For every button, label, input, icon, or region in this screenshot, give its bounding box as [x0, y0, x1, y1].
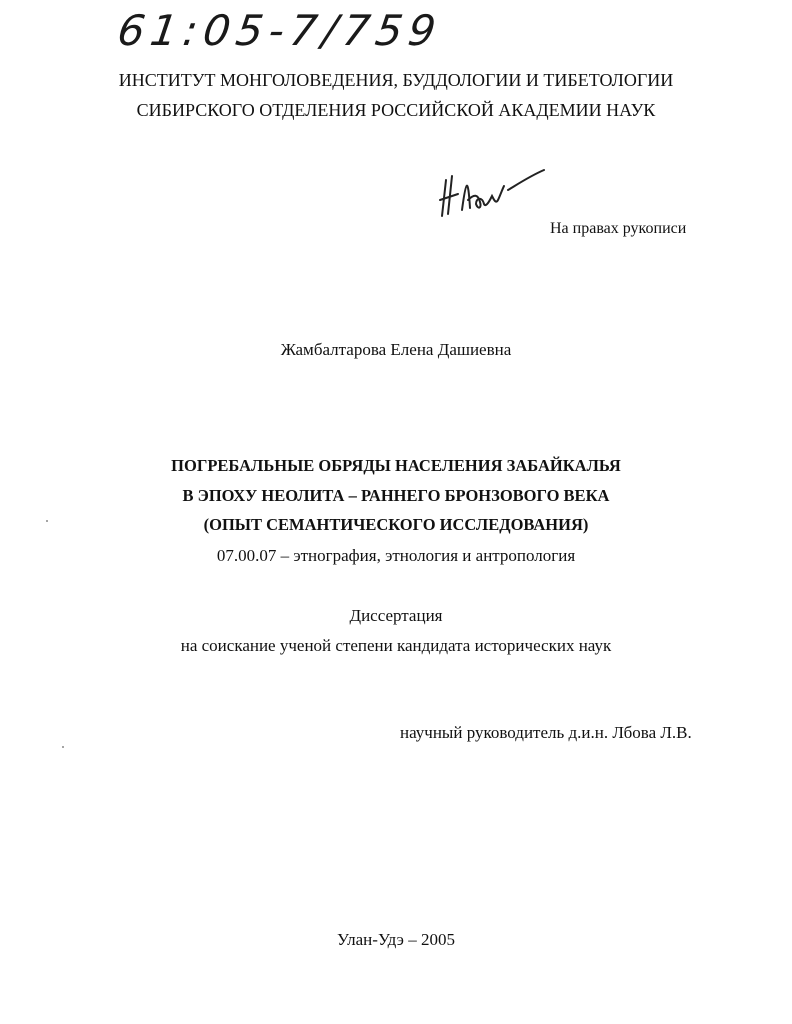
dissertation-title-line-1: ПОГРЕБАЛЬНЫЕ ОБРЯДЫ НАСЕЛЕНИЯ ЗАБАЙКАЛЬЯ	[171, 456, 621, 475]
author-name: Жамбалтарова Елена Дашиевна	[280, 340, 512, 359]
archive-code-handwritten: 61:05-7/759	[114, 6, 445, 55]
rights-note: На правах рукописи	[550, 220, 687, 237]
dissertation-title-line-2: В ЭПОХУ НЕОЛИТА – РАННЕГО БРОНЗОВОГО ВЕКА	[182, 486, 610, 505]
supervisor: научный руководитель д.и.н. Лбова Л.В.	[400, 723, 692, 742]
scan-speck	[62, 746, 64, 748]
institute-name-line-1: ИНСТИТУТ МОНГОЛОВЕДЕНИЯ, БУДДОЛОГИИ И ТИБЕТОЛОГИИ	[118, 70, 674, 90]
institute-name-line-2: СИБИРСКОГО ОТДЕЛЕНИЯ РОССИЙСКОЙ АКАДЕМИИ НАУК	[136, 100, 656, 120]
scan-speck	[46, 520, 48, 522]
signature-handwritten	[438, 160, 548, 222]
dissertation-title-line-3: (ОПЫТ СЕМАНТИЧЕСКОГО ИССЛЕДОВАНИЯ)	[203, 515, 589, 534]
work-type: Диссертация	[349, 606, 443, 625]
specialty-code: 07.00.07 – этнография, этнология и антропология	[216, 546, 576, 565]
degree-sought: на соискание ученой степени кандидата исторических наук	[180, 636, 612, 655]
place-and-year: Улан-Удэ – 2005	[337, 930, 455, 949]
